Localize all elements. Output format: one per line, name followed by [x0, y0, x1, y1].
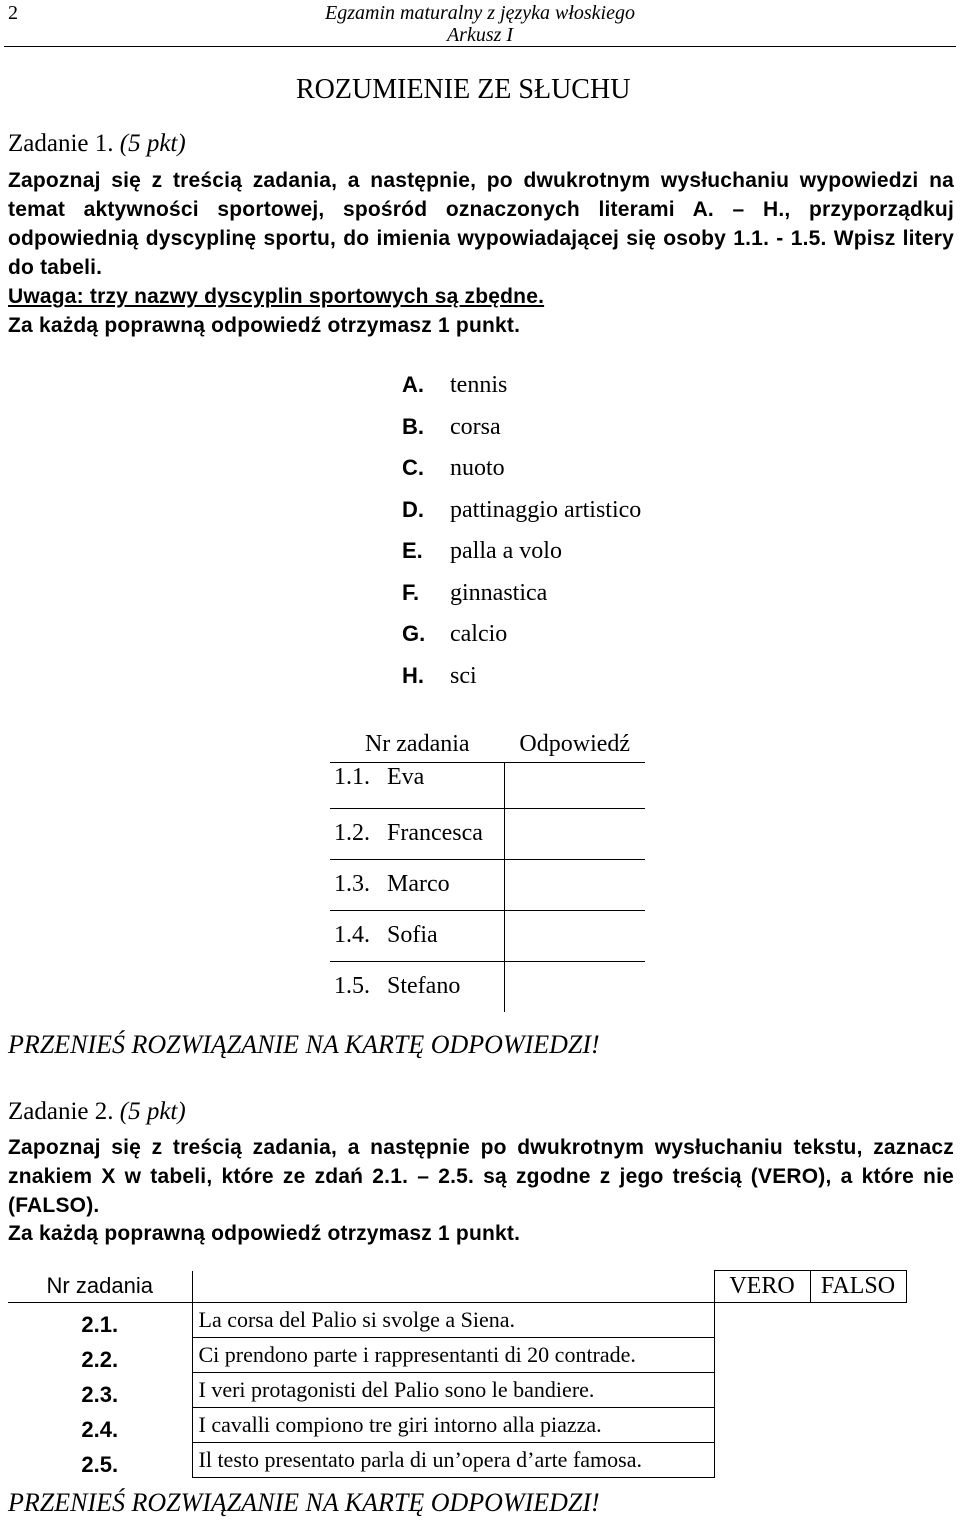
option-text: ginnastica — [450, 579, 548, 606]
exam-title: Egzamin maturalny z języka włoskiego — [325, 2, 635, 24]
option-letter: C. — [402, 455, 424, 480]
sport-option — [402, 663, 477, 690]
table-row — [8, 1303, 906, 1338]
statement-number: 2.3. — [8, 1373, 192, 1408]
task1-transfer-note: PRZENIEŚ ROZWIĄZANIE NA KARTĘ ODPOWIEDZI! — [8, 1030, 600, 1059]
task2-answer-table — [8, 1270, 907, 1478]
statement-text: Ci prendono parte i rappresentanti di 20 contrade. — [192, 1338, 714, 1373]
option-text: calcio — [450, 621, 508, 647]
option-letter: A. — [402, 372, 424, 397]
task2-col-task: Nr zadania — [8, 1271, 192, 1303]
sport-option — [402, 580, 547, 607]
exam-sheet: Arkusz I — [446, 24, 514, 46]
answer-cell[interactable] — [505, 910, 646, 961]
answer-cell[interactable] — [505, 961, 646, 1012]
row-number: 1.4. — [330, 910, 381, 961]
table-row — [330, 961, 645, 1012]
row-person-name: Francesca — [381, 808, 505, 859]
statement-number: 2.2. — [8, 1338, 192, 1373]
statement-number: 2.1. — [8, 1303, 192, 1338]
task1-label: Zadanie 1. — [8, 130, 114, 157]
table-row — [330, 859, 645, 910]
task2-scoring: Za każdą poprawną odpowiedź otrzymasz 1 punkt. — [8, 1222, 521, 1245]
task1-warning: Uwaga: trzy nazwy dyscyplin sportowych są zbędne. — [8, 285, 545, 308]
option-letter: H. — [402, 662, 424, 688]
task1-instruction: Zapoznaj się z treścią zadania, a następnie, po dwukrotnym wysłuchaniu wypowiedzi na temat aktywności sportowej, spośród oznaczonych literami A. – H., przyporządkuj odpowiednią dyscyplinę sportu, do imienia wypowiadającej się osoby 1.1. - 1.5. Wpisz litery do tabeli. — [8, 169, 954, 279]
task2-col-statement — [192, 1271, 714, 1303]
sport-option — [402, 538, 562, 565]
option-text: corsa — [450, 413, 501, 440]
task2-label: Zadanie 2. — [8, 1098, 114, 1125]
task2-points: (5 pkt) — [119, 1098, 186, 1125]
option-text: sci — [450, 662, 477, 689]
task2-col-vero: VERO — [714, 1271, 810, 1303]
option-text: tennis — [450, 372, 508, 398]
task1-scoring: Za każdą poprawną odpowiedź otrzymasz 1 punkt. — [8, 314, 521, 337]
table-row — [8, 1373, 906, 1408]
task1-col-answer: Odpowiedź — [519, 731, 631, 758]
sport-option — [402, 497, 641, 524]
falso-cell[interactable] — [810, 1443, 906, 1478]
vero-cell[interactable] — [714, 1303, 810, 1338]
row-person-name: Eva — [381, 762, 505, 808]
table-row — [8, 1408, 906, 1443]
option-letter: E. — [402, 538, 423, 563]
page-header-title — [0, 2, 960, 46]
task1-col-task: Nr zadania — [364, 731, 470, 758]
table-row — [8, 1443, 906, 1478]
page-number: 2 — [8, 2, 18, 24]
row-number: 1.3. — [330, 859, 381, 910]
vero-cell[interactable] — [714, 1408, 810, 1443]
statement-number: 2.4. — [8, 1408, 192, 1443]
table-row — [330, 762, 645, 808]
sport-option — [402, 414, 501, 441]
header-divider — [4, 46, 956, 47]
option-letter: F. — [402, 579, 420, 605]
vero-cell[interactable] — [714, 1338, 810, 1373]
table-row — [330, 808, 645, 859]
task1-answer-table — [330, 728, 645, 1012]
task2-transfer-note: PRZENIEŚ ROZWIĄZANIE NA KARTĘ ODPOWIEDZI! — [8, 1488, 600, 1517]
sport-option — [402, 455, 505, 482]
vero-cell[interactable] — [714, 1443, 810, 1478]
option-letter: D. — [402, 496, 424, 522]
sport-option — [402, 621, 507, 648]
option-text: nuoto — [450, 455, 505, 481]
task2-heading — [8, 1098, 186, 1126]
option-letter: G. — [402, 621, 426, 646]
row-number: 1.5. — [334, 973, 370, 1000]
task1-heading — [8, 130, 186, 158]
task2-instruction: Zapoznaj się z treścią zadania, a następnie po dwukrotnym wysłuchaniu tekstu, zaznacz znakiem X w tabeli, które ze zdań 2.1. – 2.5. są zgodne z jego treścią (VERO), a które nie (FALSO). — [8, 1136, 954, 1217]
statement-text: Il testo presentato parla di un’opera d’arte famosa. — [192, 1443, 714, 1478]
statement-text: I veri protagonisti del Palio sono le bandiere. — [192, 1373, 714, 1408]
row-number: 1.1. — [330, 762, 381, 808]
row-person-name: Stefano — [381, 961, 505, 1012]
task2-col-falso: FALSO — [810, 1271, 906, 1303]
statement-number: 2.5. — [8, 1443, 192, 1478]
statement-text: I cavalli compiono tre giri intorno alla piazza. — [192, 1408, 714, 1443]
statement-text: La corsa del Palio si svolge a Siena. — [192, 1303, 714, 1338]
option-text: pattinaggio artistico — [450, 496, 642, 523]
answer-cell[interactable] — [505, 762, 646, 808]
option-text: palla a volo — [450, 538, 562, 564]
answer-cell[interactable] — [505, 859, 646, 910]
option-letter: B. — [402, 413, 424, 439]
falso-cell[interactable] — [810, 1408, 906, 1443]
falso-cell[interactable] — [810, 1338, 906, 1373]
falso-cell[interactable] — [810, 1303, 906, 1338]
falso-cell[interactable] — [810, 1373, 906, 1408]
task1-points: (5 pkt) — [119, 130, 186, 157]
sport-option — [402, 372, 507, 399]
section-title: ROZUMIENIE ZE SŁUCHU — [296, 74, 631, 105]
row-person-name: Marco — [381, 859, 505, 910]
answer-cell[interactable] — [505, 808, 646, 859]
row-person-name: Sofia — [381, 910, 505, 961]
vero-cell[interactable] — [714, 1373, 810, 1408]
table-row — [330, 910, 645, 961]
row-number: 1.2. — [330, 808, 381, 859]
table-row — [8, 1338, 906, 1373]
